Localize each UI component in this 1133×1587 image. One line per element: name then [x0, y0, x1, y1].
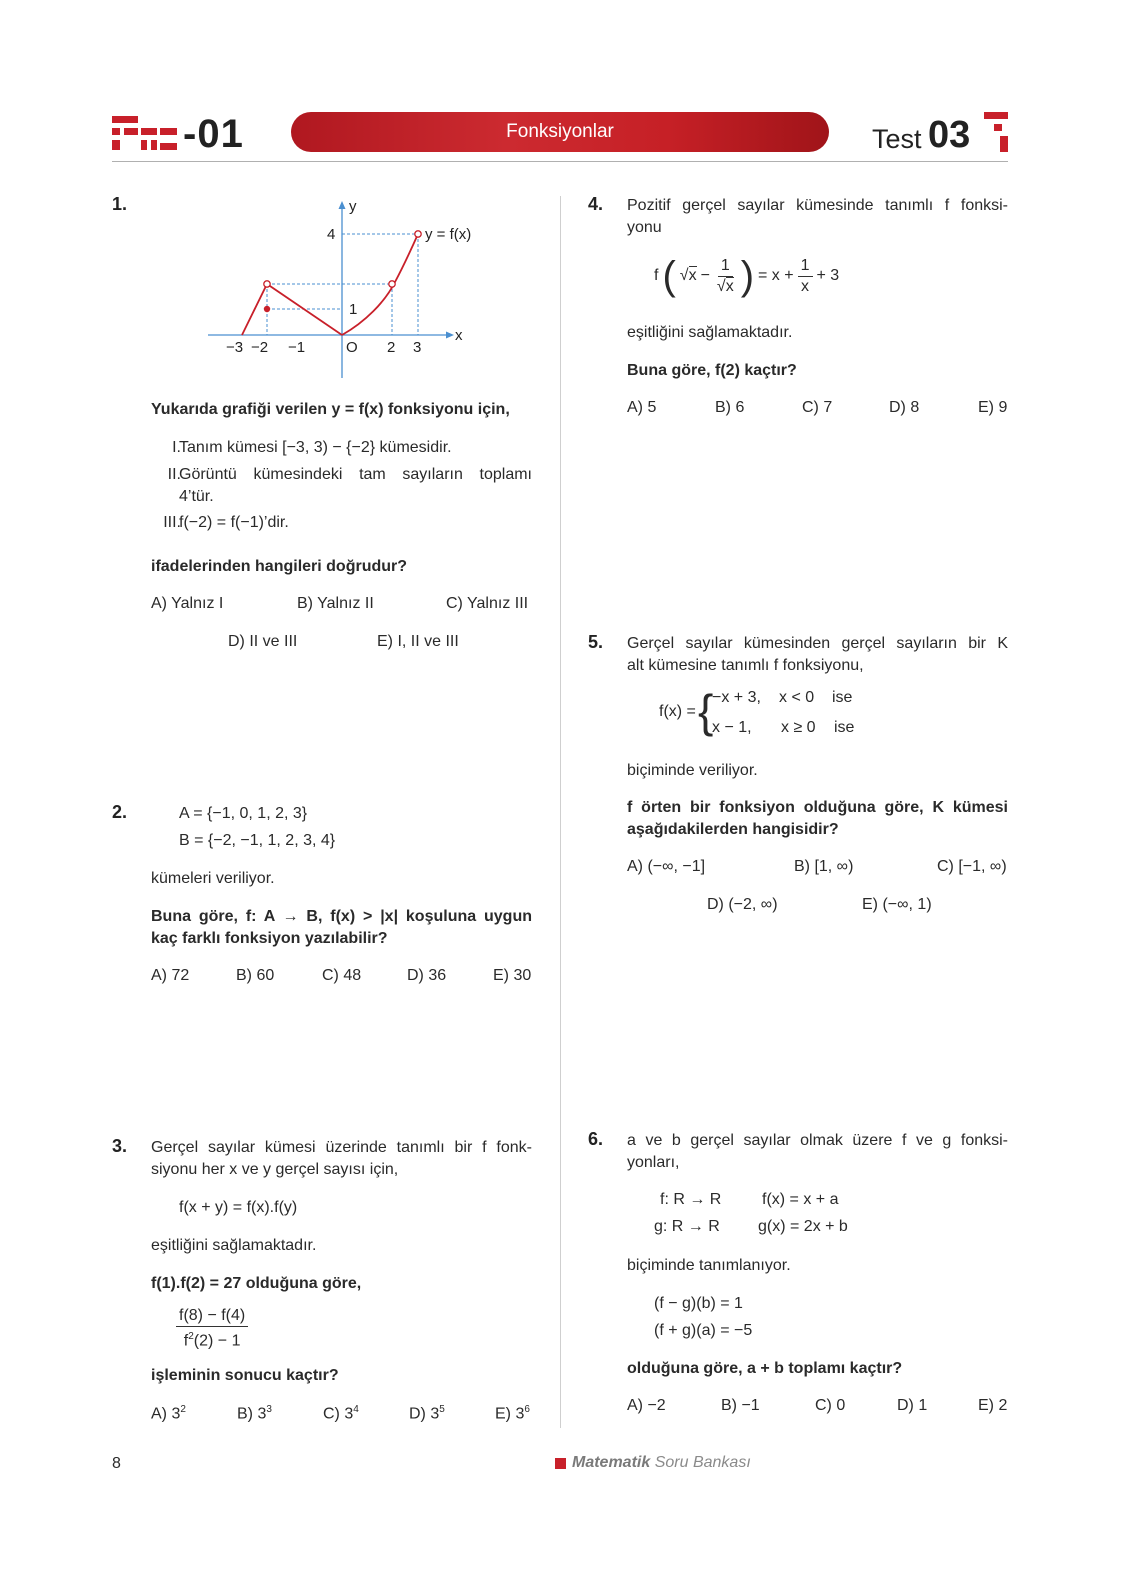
- answer-option[interactable]: E) 2: [978, 1397, 1008, 1414]
- answer-option[interactable]: A) 72: [151, 967, 190, 984]
- graph-y-tick: 1: [349, 301, 358, 318]
- column-divider: [560, 196, 561, 1428]
- answer-option[interactable]: E) 9: [978, 399, 1008, 416]
- question-prompt: kaç farklı fonksiyon yazılabilir?: [151, 930, 388, 947]
- question-prompt: aşağıdakilerden hangisidir?: [627, 821, 839, 838]
- answer-option[interactable]: C) [−1, ∞): [937, 858, 1007, 875]
- case-ise: ise: [834, 719, 855, 736]
- answer-option[interactable]: B) [1, ∞): [794, 858, 854, 875]
- close-paren: ): [740, 254, 755, 298]
- roman-numeral: II.: [167, 466, 181, 483]
- answer-option[interactable]: D) (−2, ∞): [707, 896, 778, 913]
- question-number: 6.: [588, 1129, 604, 1149]
- question-prompt: olduğuna göre, a + b toplamı kaçtır?: [627, 1360, 903, 1377]
- answer-option[interactable]: D) II ve III: [228, 633, 298, 650]
- option-exponent: 6: [524, 1404, 530, 1415]
- answer-option[interactable]: E) (−∞, 1): [862, 896, 932, 913]
- functional-equation: [654, 248, 839, 304]
- question-prompt: işleminin sonucu kaçtır?: [151, 1367, 339, 1384]
- option-exponent: 2: [180, 1404, 186, 1415]
- header-divider: [112, 161, 1008, 162]
- question-text: yonu: [627, 219, 662, 236]
- option-label: E) 3: [495, 1405, 525, 1423]
- question-text: yonları,: [627, 1154, 680, 1171]
- answer-option[interactable]: D) 1: [897, 1397, 928, 1414]
- option-exponent: 4: [353, 1404, 359, 1415]
- answer-option[interactable]: C) 48: [322, 967, 362, 984]
- question-number: 2.: [112, 802, 128, 822]
- eq-constant: + 3: [816, 267, 840, 284]
- answer-option[interactable]: [495, 1404, 530, 1423]
- graph-x-tick: −1: [288, 339, 306, 356]
- statement-text: Görüntü kümesindeki tam sayıların toplamı: [179, 466, 532, 483]
- open-paren: (: [662, 254, 676, 298]
- answer-option[interactable]: D) 8: [889, 399, 920, 416]
- function-definition: f(x) = x + a: [762, 1191, 839, 1208]
- den-f: f: [183, 1332, 189, 1350]
- question-text: eşitliğini sağlamaktadır.: [627, 324, 793, 341]
- graph-x-label: x: [455, 327, 463, 344]
- question-text: biçiminde tanımlanıyor.: [627, 1257, 791, 1274]
- question-prompt: Buna göre, f(2) kaçtır?: [627, 362, 797, 379]
- option-label: C) 3: [323, 1405, 354, 1423]
- statement-text: 4’tür.: [179, 488, 214, 505]
- piecewise-brace: {: [698, 685, 714, 737]
- graph-y-label: y: [349, 198, 357, 215]
- book-title-bold: Matematik: [572, 1454, 651, 1471]
- question-text: alt kümesine tanımlı f fonksiyonu,: [627, 657, 864, 674]
- statement-text: f(−2) = f(−1)’dir.: [179, 514, 289, 531]
- eq-minus: −: [700, 267, 710, 284]
- graph-y-tick: 4: [327, 226, 336, 243]
- test-number: 03: [928, 114, 971, 156]
- set-definition: B = {−2, −1, 1, 2, 3, 4}: [179, 832, 336, 849]
- fraction-denominator: x: [801, 277, 810, 295]
- answer-option[interactable]: A) Yalnız I: [151, 595, 224, 612]
- piecewise-lhs: f(x) =: [659, 703, 696, 720]
- option-label: D) 3: [409, 1405, 440, 1423]
- graph-curve-label: y = f(x): [425, 226, 472, 243]
- mapping: f: R → R: [660, 1191, 722, 1208]
- answer-option[interactable]: [151, 1404, 186, 1423]
- radicand: x: [725, 277, 734, 295]
- fraction-expression: [176, 1306, 248, 1351]
- question-text: kümeleri veriliyor.: [151, 870, 275, 887]
- question-condition: f(1).f(2) = 27 olduğuna göre,: [151, 1275, 362, 1292]
- test-label: Test: [872, 124, 922, 154]
- answer-option[interactable]: C) Yalnız III: [446, 595, 529, 612]
- book-title-rest: Soru Bankası: [654, 1454, 751, 1471]
- question-number: 5.: [588, 632, 604, 652]
- question-prompt: ifadelerinden hangileri doğrudur?: [151, 558, 408, 575]
- option-exponent: 5: [439, 1404, 445, 1415]
- question-text: siyonu her x ve y gerçel sayısı için,: [151, 1161, 399, 1178]
- roman-numeral: I.: [172, 439, 181, 456]
- radicand: x: [688, 267, 697, 284]
- eq-function-name: f: [654, 267, 659, 284]
- question-text: a ve b gerçel sayılar olmak üzere f ve g fonksi-: [627, 1132, 1008, 1149]
- footer-square-icon: [555, 1458, 566, 1469]
- statement-text: Tanım kümesi [−3, 3) − {−2} kümesidir.: [179, 439, 452, 456]
- question-prompt: f örten bir fonksiyon olduğuna göre, K kümesi: [627, 799, 1008, 816]
- case-ise: ise: [832, 689, 853, 706]
- answer-option[interactable]: B) −1: [721, 1397, 760, 1414]
- fraction-numerator: 1: [798, 256, 813, 277]
- answer-option[interactable]: B) Yalnız II: [297, 595, 374, 612]
- answer-option[interactable]: [323, 1404, 359, 1423]
- answer-option[interactable]: C) 0: [815, 1397, 846, 1414]
- answer-option[interactable]: A) (−∞, −1]: [627, 858, 706, 875]
- answer-option[interactable]: B) 6: [715, 399, 745, 416]
- book-title: [572, 1454, 751, 1472]
- series-label: -01: [183, 112, 244, 156]
- fraction-numerator: 1: [718, 256, 733, 277]
- fraction-one-over-sqrt-x: [714, 256, 737, 297]
- fraction-one-over-x: [798, 256, 813, 297]
- question-prompt: Buna göre, f: A → B, f(x) > |x| koşuluna uygun: [151, 908, 532, 925]
- option-label: A) 3: [151, 1405, 181, 1423]
- graph-x-tick: 3: [413, 339, 422, 356]
- answer-option[interactable]: E) I, II ve III: [377, 633, 459, 650]
- case-condition: x < 0: [779, 689, 815, 706]
- page-number: 8: [112, 1455, 121, 1472]
- answer-option[interactable]: A) −2: [627, 1397, 666, 1414]
- option-label: B) 3: [237, 1405, 267, 1423]
- option-exponent: 3: [266, 1404, 272, 1415]
- question-stem: Yukarıda grafiği verilen y = f(x) fonksiyonu için,: [151, 401, 510, 418]
- answer-option[interactable]: E) 30: [493, 967, 532, 984]
- topic-title-bar: Fonksiyonlar: [291, 112, 829, 152]
- set-definition: A = {−1, 0, 1, 2, 3}: [179, 805, 308, 822]
- sqrt-x: √x: [679, 267, 697, 284]
- fraction-denominator: √x: [716, 277, 734, 295]
- graph-x-tick: −3: [226, 339, 244, 356]
- den-exponent: 2: [188, 1331, 194, 1342]
- question-number: 1.: [112, 194, 128, 214]
- answer-option[interactable]: D) 36: [407, 967, 447, 984]
- mapping: g: R → R: [654, 1218, 720, 1235]
- den-rest: (2) − 1: [193, 1332, 241, 1350]
- condition: (f + g)(a) = −5: [654, 1322, 753, 1339]
- question-text: eşitliğini sağlamaktadır.: [151, 1237, 317, 1254]
- answer-option[interactable]: [409, 1404, 445, 1423]
- question-text: Gerçel sayılar kümesi üzerinde tanımlı bir f fonk-: [151, 1139, 532, 1156]
- roman-numeral: III.: [163, 514, 181, 531]
- eq-rhs: = x +: [758, 267, 794, 284]
- case-expression: −x + 3,: [712, 689, 761, 706]
- question-number: 3.: [112, 1136, 128, 1156]
- fraction-numerator: f(8) − f(4): [176, 1306, 248, 1327]
- condition: (f − g)(b) = 1: [654, 1295, 743, 1312]
- fraction-denominator: [181, 1327, 244, 1351]
- question-number: 4.: [588, 194, 604, 214]
- question-text: Pozitif gerçel sayılar kümesinde tanımlı f fonksi-: [627, 197, 1008, 214]
- answer-option[interactable]: [237, 1404, 272, 1423]
- answer-option[interactable]: B) 60: [236, 967, 275, 984]
- graph-x-tick: −2: [251, 339, 269, 356]
- function-definition: g(x) = 2x + b: [758, 1218, 848, 1235]
- function-graph: [200, 192, 490, 382]
- answer-option[interactable]: C) 7: [802, 399, 833, 416]
- graph-x-tick: 2: [387, 339, 396, 356]
- graph-origin: O: [346, 339, 358, 356]
- case-expression: x − 1,: [712, 719, 752, 736]
- case-condition: x ≥ 0: [781, 719, 816, 736]
- answer-option[interactable]: A) 5: [627, 399, 657, 416]
- question-text: Gerçel sayılar kümesinden gerçel sayıların bir K: [627, 635, 1008, 652]
- question-text: biçiminde veriliyor.: [627, 762, 758, 779]
- equation: f(x + y) = f(x).f(y): [179, 1199, 298, 1216]
